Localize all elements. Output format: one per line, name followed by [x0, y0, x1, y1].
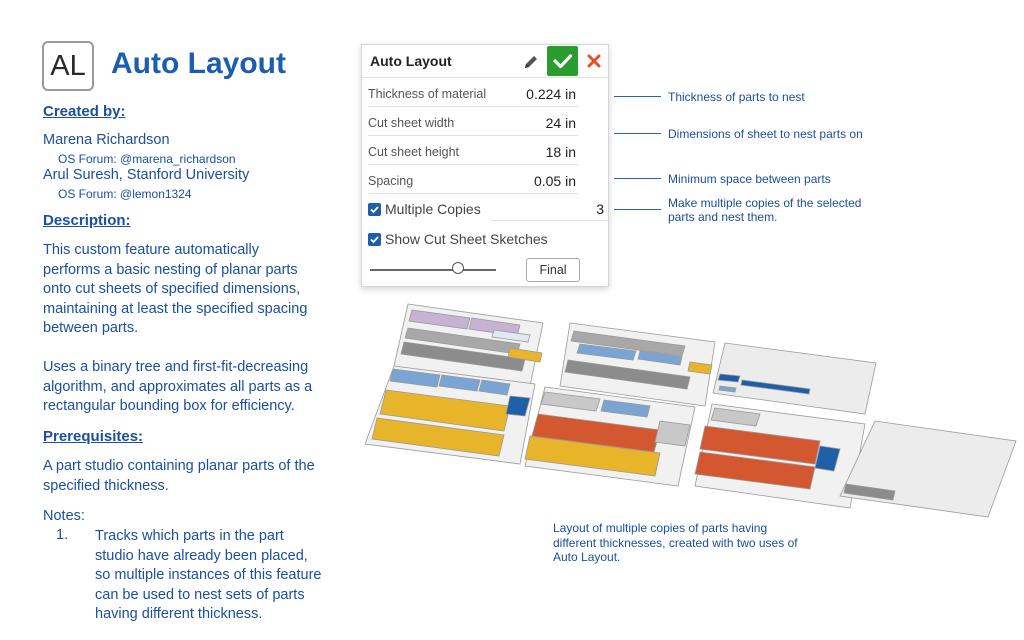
dialog-header [362, 45, 608, 78]
sheet-far-right [840, 421, 1016, 517]
show-sketches-row [362, 227, 608, 253]
prerequisites-heading: Prerequisites: [43, 428, 144, 445]
spacing-value[interactable]: 0.05 in [533, 173, 576, 189]
spacing-field[interactable] [362, 167, 608, 196]
feature-dialog [361, 44, 609, 287]
page-title: Auto Layout [111, 47, 286, 80]
spacing-label: Spacing [368, 174, 414, 188]
app-logo [42, 41, 94, 91]
slider-thumb[interactable] [452, 262, 464, 274]
show-sketches-label: Show Cut Sheet Sketches [385, 231, 548, 247]
author1-forum: OS Forum: @marena_richardson [58, 152, 236, 166]
nested-sheets-illustration [360, 296, 1024, 518]
callout-dimensions: Dimensions of sheet to nest parts on [668, 127, 863, 141]
author1-name: Marena Richardson [43, 132, 170, 148]
thickness-field[interactable] [362, 80, 608, 109]
close-icon[interactable] [583, 50, 605, 72]
description-heading: Description: [43, 212, 131, 229]
description-text: This custom feature automatically performs a basic nesting of planar parts onto cut sheets of specified dimensions, maintaining at least the specified spacing between parts. Uses a binary tree and first-fit-decreasing algorithm, and approximates all parts as a rectangular bounding box for efficiency. [43, 242, 313, 414]
copies-count-input[interactable]: 3 [596, 201, 604, 217]
sheet-top-right [713, 343, 876, 414]
callout-line-thickness [614, 96, 661, 97]
author2-forum: OS Forum: @lemon1324 [58, 187, 192, 201]
note-number: 1. [56, 527, 69, 543]
figure-caption: Layout of multiple copies of parts having different thicknesses, created with two uses of Auto Layout. [553, 521, 798, 564]
prerequisites-text: A part studio containing planar parts of the specified thickness. [43, 458, 315, 494]
callout-line-copies [614, 209, 661, 210]
show-sketches-checkbox[interactable] [368, 233, 381, 246]
sheet-height-label: Cut sheet height [368, 145, 460, 159]
rollback-slider[interactable] [370, 269, 496, 271]
multiple-copies-row [362, 197, 608, 223]
callout-copies: Make multiple copies of the selected parts and nest them. [668, 196, 862, 224]
sheet-width-value[interactable]: 24 in [545, 115, 576, 131]
dialog-title: Auto Layout [370, 53, 452, 69]
sheet-bottom-left [365, 366, 535, 464]
check-icon[interactable] [547, 46, 578, 76]
callout-thickness: Thickness of parts to nest [668, 90, 805, 104]
note-text: Tracks which parts in the part studio have already been placed, so multiple instances of this feature can be used to nest sets of parts having different thickness. [95, 528, 322, 622]
sheet-bottom-middle [525, 387, 695, 486]
notes-heading: Notes: [43, 508, 85, 524]
logo-text: AL [50, 49, 86, 82]
sheet-height-value[interactable]: 18 in [545, 144, 576, 160]
thickness-value[interactable]: 0.224 in [526, 86, 576, 102]
callout-spacing: Minimum space between parts [668, 172, 831, 186]
created-by-heading: Created by: [43, 103, 126, 120]
multiple-copies-checkbox[interactable] [368, 203, 381, 216]
multiple-copies-label: Multiple Copies [385, 201, 481, 217]
sheet-width-label: Cut sheet width [368, 116, 455, 130]
sheet-height-field[interactable] [362, 138, 608, 167]
pencil-icon[interactable] [520, 51, 542, 73]
callout-line-dimensions [614, 133, 661, 134]
author2-name: Arul Suresh, Stanford University [43, 167, 250, 183]
final-button[interactable]: Final [526, 258, 580, 282]
sheet-width-field[interactable] [362, 109, 608, 138]
callout-line-spacing [614, 178, 661, 179]
thickness-label: Thickness of material [368, 87, 487, 101]
sheet-bottom-right [695, 404, 865, 508]
